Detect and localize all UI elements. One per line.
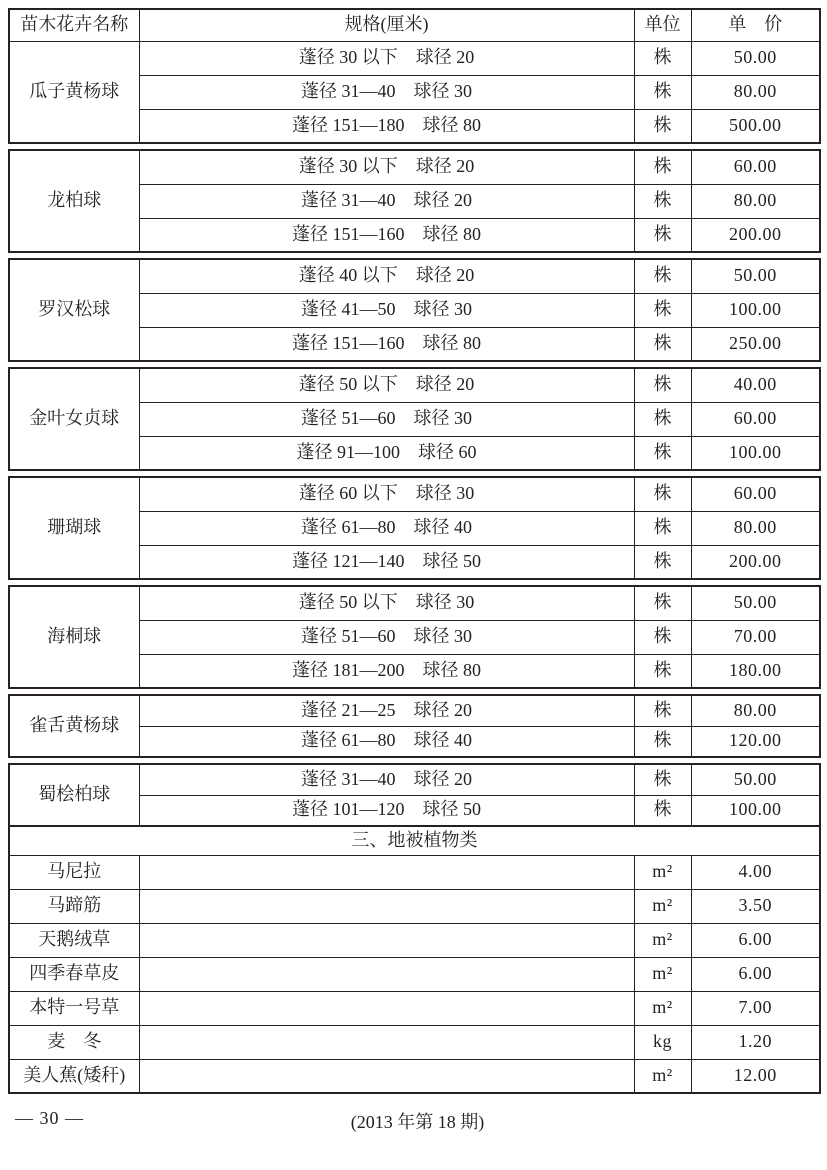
plant-name-cell: 蜀桧柏球 bbox=[9, 764, 139, 826]
spec-cell: 蓬径 91—100 球径 60 bbox=[139, 436, 634, 470]
footer-page-number: — 30 — bbox=[15, 1108, 84, 1128]
unit-cell: 株 bbox=[634, 654, 691, 688]
header-cell-spec: 规格(厘米) bbox=[139, 9, 634, 41]
spec-cell bbox=[139, 957, 634, 991]
plant-name-cell: 麦 冬 bbox=[9, 1025, 139, 1059]
spec-cell: 蓬径 151—180 球径 80 bbox=[139, 109, 634, 143]
unit-cell: kg bbox=[634, 1025, 691, 1059]
table-row bbox=[9, 150, 820, 184]
table-row bbox=[9, 764, 820, 795]
price-cell: 100.00 bbox=[691, 293, 820, 327]
price-cell: 6.00 bbox=[691, 923, 820, 957]
table-row bbox=[9, 259, 820, 293]
spec-cell bbox=[139, 889, 634, 923]
spec-cell: 蓬径 30 以下 球径 20 bbox=[139, 150, 634, 184]
unit-cell: 株 bbox=[634, 327, 691, 361]
plant-name-cell: 美人蕉(矮秆) bbox=[9, 1059, 139, 1093]
spec-cell: 蓬径 121—140 球径 50 bbox=[139, 545, 634, 579]
price-cell: 70.00 bbox=[691, 620, 820, 654]
plant-name-cell: 天鹅绒草 bbox=[9, 923, 139, 957]
price-cell: 3.50 bbox=[691, 889, 820, 923]
price-cell: 60.00 bbox=[691, 477, 820, 511]
spec-cell: 蓬径 40 以下 球径 20 bbox=[139, 259, 634, 293]
ground-cover-table bbox=[8, 825, 821, 1094]
spec-cell bbox=[139, 1025, 634, 1059]
header-cell-unit: 单位 bbox=[634, 9, 691, 41]
unit-cell: 株 bbox=[634, 620, 691, 654]
plant-name-cell: 罗汉松球 bbox=[9, 259, 139, 361]
unit-cell: 株 bbox=[634, 726, 691, 757]
unit-cell: 株 bbox=[634, 109, 691, 143]
price-cell: 250.00 bbox=[691, 327, 820, 361]
price-cell: 4.00 bbox=[691, 855, 820, 889]
unit-cell: 株 bbox=[634, 511, 691, 545]
spec-cell: 蓬径 31—40 球径 30 bbox=[139, 75, 634, 109]
section-header-row bbox=[9, 826, 820, 855]
price-cell: 50.00 bbox=[691, 764, 820, 795]
spec-cell: 蓬径 31—40 球径 20 bbox=[139, 764, 634, 795]
unit-cell: 株 bbox=[634, 477, 691, 511]
table-row bbox=[9, 477, 820, 511]
spec-cell bbox=[139, 1059, 634, 1093]
table-row bbox=[9, 1025, 820, 1059]
table-row bbox=[9, 695, 820, 726]
price-table-block bbox=[8, 258, 821, 362]
footer-issue-label: (2013 年第 18 期) bbox=[350, 1112, 485, 1132]
spec-cell: 蓬径 21—25 球径 20 bbox=[139, 695, 634, 726]
unit-cell: 株 bbox=[634, 150, 691, 184]
price-cell: 7.00 bbox=[691, 991, 820, 1025]
spec-cell: 蓬径 151—160 球径 80 bbox=[139, 218, 634, 252]
table-row bbox=[9, 1059, 820, 1093]
plant-name-cell: 龙柏球 bbox=[9, 150, 139, 252]
unit-cell: 株 bbox=[634, 586, 691, 620]
spec-cell: 蓬径 31—40 球径 20 bbox=[139, 184, 634, 218]
table-row bbox=[9, 586, 820, 620]
page-footer bbox=[8, 1108, 827, 1134]
spec-cell: 蓬径 30 以下 球径 20 bbox=[139, 41, 634, 75]
unit-cell: 株 bbox=[634, 545, 691, 579]
price-cell: 50.00 bbox=[691, 259, 820, 293]
table-row bbox=[9, 368, 820, 402]
table-row bbox=[9, 41, 820, 75]
spec-cell: 蓬径 50 以下 球径 20 bbox=[139, 368, 634, 402]
spec-cell: 蓬径 151—160 球径 80 bbox=[139, 327, 634, 361]
plant-name-cell: 珊瑚球 bbox=[9, 477, 139, 579]
price-table-header-block bbox=[8, 8, 821, 144]
unit-cell: m² bbox=[634, 991, 691, 1025]
unit-cell: 株 bbox=[634, 764, 691, 795]
spec-cell bbox=[139, 855, 634, 889]
table-row bbox=[9, 957, 820, 991]
plant-name-cell: 马尼拉 bbox=[9, 855, 139, 889]
plant-name-cell: 海桐球 bbox=[9, 586, 139, 688]
header-cell-price: 单 价 bbox=[691, 9, 820, 41]
price-cell: 100.00 bbox=[691, 795, 820, 826]
spec-cell bbox=[139, 991, 634, 1025]
price-cell: 12.00 bbox=[691, 1059, 820, 1093]
unit-cell: m² bbox=[634, 923, 691, 957]
unit-cell: 株 bbox=[634, 293, 691, 327]
table-row bbox=[9, 855, 820, 889]
unit-cell: 株 bbox=[634, 184, 691, 218]
spec-cell: 蓬径 61—80 球径 40 bbox=[139, 511, 634, 545]
spec-cell bbox=[139, 923, 634, 957]
header-row bbox=[9, 9, 820, 41]
price-table-block bbox=[8, 763, 821, 827]
price-cell: 120.00 bbox=[691, 726, 820, 757]
unit-cell: 株 bbox=[634, 259, 691, 293]
table-row bbox=[9, 889, 820, 923]
price-cell: 80.00 bbox=[691, 184, 820, 218]
price-cell: 200.00 bbox=[691, 545, 820, 579]
spec-cell: 蓬径 60 以下 球径 30 bbox=[139, 477, 634, 511]
price-cell: 100.00 bbox=[691, 436, 820, 470]
price-cell: 60.00 bbox=[691, 402, 820, 436]
unit-cell: 株 bbox=[634, 436, 691, 470]
unit-cell: m² bbox=[634, 957, 691, 991]
plant-name-cell: 马蹄筋 bbox=[9, 889, 139, 923]
price-table-block bbox=[8, 476, 821, 580]
price-cell: 1.20 bbox=[691, 1025, 820, 1059]
price-cell: 6.00 bbox=[691, 957, 820, 991]
unit-cell: m² bbox=[634, 1059, 691, 1093]
spec-cell: 蓬径 61—80 球径 40 bbox=[139, 726, 634, 757]
unit-cell: 株 bbox=[634, 75, 691, 109]
price-table-block bbox=[8, 149, 821, 253]
price-cell: 50.00 bbox=[691, 586, 820, 620]
plant-name-cell: 瓜子黄杨球 bbox=[9, 41, 139, 143]
unit-cell: 株 bbox=[634, 695, 691, 726]
header-cell-name: 苗木花卉名称 bbox=[9, 9, 139, 41]
price-cell: 180.00 bbox=[691, 654, 820, 688]
price-cell: 80.00 bbox=[691, 511, 820, 545]
plant-name-cell: 雀舌黄杨球 bbox=[9, 695, 139, 757]
price-table-block bbox=[8, 585, 821, 689]
spec-cell: 蓬径 51—60 球径 30 bbox=[139, 620, 634, 654]
plant-name-cell: 金叶女贞球 bbox=[9, 368, 139, 470]
price-table-block bbox=[8, 367, 821, 471]
spec-cell: 蓬径 41—50 球径 30 bbox=[139, 293, 634, 327]
price-cell: 80.00 bbox=[691, 75, 820, 109]
unit-cell: 株 bbox=[634, 218, 691, 252]
unit-cell: 株 bbox=[634, 368, 691, 402]
plant-name-cell: 本特一号草 bbox=[9, 991, 139, 1025]
price-cell: 40.00 bbox=[691, 368, 820, 402]
price-cell: 60.00 bbox=[691, 150, 820, 184]
price-cell: 80.00 bbox=[691, 695, 820, 726]
spec-cell: 蓬径 50 以下 球径 30 bbox=[139, 586, 634, 620]
price-table-block bbox=[8, 694, 821, 758]
price-cell: 200.00 bbox=[691, 218, 820, 252]
spec-cell: 蓬径 101—120 球径 50 bbox=[139, 795, 634, 826]
unit-cell: m² bbox=[634, 855, 691, 889]
section-title: 三、地被植物类 bbox=[9, 826, 820, 855]
spec-cell: 蓬径 181—200 球径 80 bbox=[139, 654, 634, 688]
plant-name-cell: 四季春草皮 bbox=[9, 957, 139, 991]
price-cell: 500.00 bbox=[691, 109, 820, 143]
unit-cell: 株 bbox=[634, 795, 691, 826]
price-cell: 50.00 bbox=[691, 41, 820, 75]
unit-cell: m² bbox=[634, 889, 691, 923]
unit-cell: 株 bbox=[634, 402, 691, 436]
table-row bbox=[9, 991, 820, 1025]
unit-cell: 株 bbox=[634, 41, 691, 75]
spec-cell: 蓬径 51—60 球径 30 bbox=[139, 402, 634, 436]
table-row bbox=[9, 923, 820, 957]
